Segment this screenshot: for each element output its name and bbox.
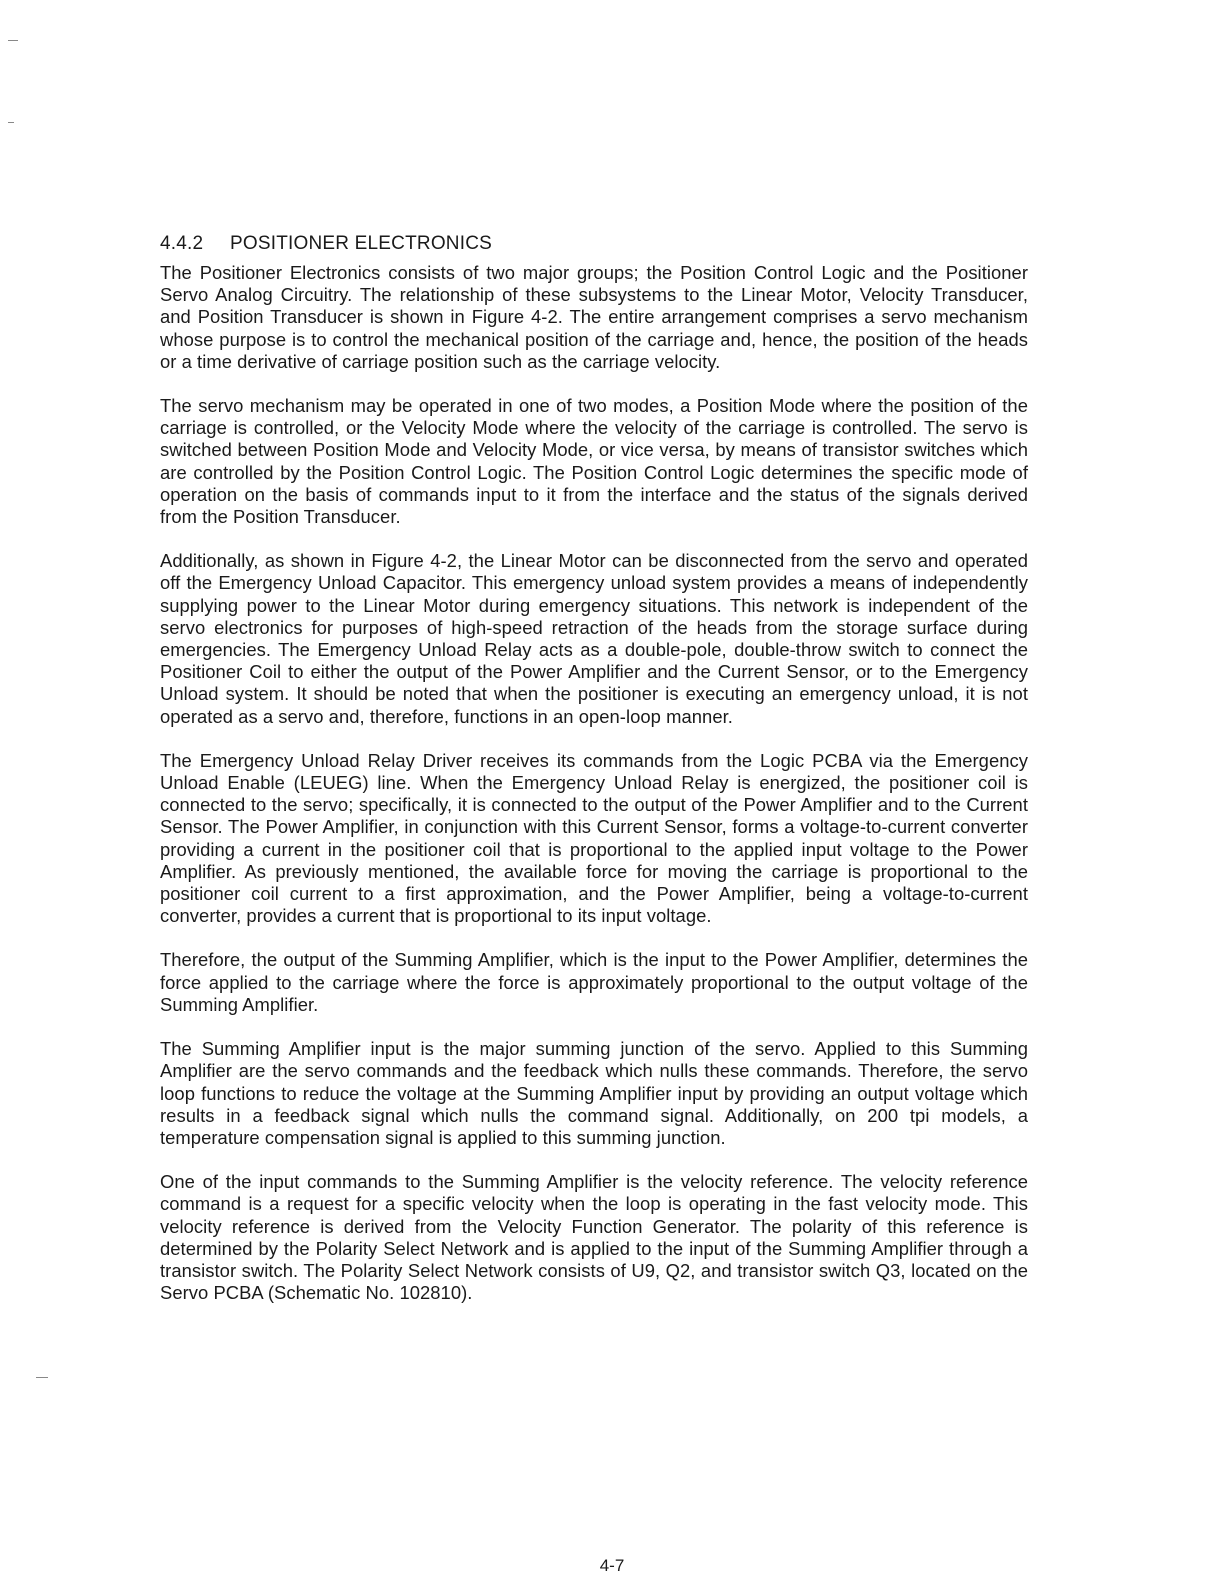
- scan-mark: [36, 1377, 48, 1378]
- paragraph-2: The servo mechanism may be operated in one of two modes, a Position Mode where the position of the carriage is controlled, or the Velocity Mode where the velocity of the carriage is controlled. The servo is switched between Position Mode and Velocity Mode, or vice versa, by means of transistor switches which are controlled by the Position Control Logic. The Position Control Logic determines the specific mode of operation on the basis of commands input to it from the interface and the status of the signals derived from the Position Transducer.: [160, 395, 1028, 528]
- paragraph-6: The Summing Amplifier input is the major summing junction of the servo. Applied to this Summing Amplifier are the servo commands and the feedback which nulls these commands. Therefore, the servo loop functions to reduce the voltage at the Summing Amplifier input by providing an output voltage which results in a feedback signal which nulls the command signal. Additionally, on 200 tpi models, a temperature compensation signal is applied to this summing junction.: [160, 1038, 1028, 1148]
- paragraph-1: The Positioner Electronics consists of two major groups; the Position Control Logic and the Positioner Servo Analog Circuitry. The relationship of these subsystems to the Linear Motor, Velocity Transducer, and Position Transducer is shown in Figure 4-2. The entire arrangement comprises a servo mechanism whose purpose is to control the mechanical position of the carriage and, hence, the position of the heads or a time derivative of carriage position such as the carriage velocity.: [160, 262, 1028, 372]
- section-title: POSITIONER ELECTRONICS: [230, 233, 492, 254]
- section-number: 4.4.2: [160, 233, 204, 254]
- paragraph-3: Additionally, as shown in Figure 4-2, the Linear Motor can be disconnected from the servo and operated off the Emergency Unload Capacitor. This emergency unload system provides a means of independently supplying power to the Linear Motor during emergency situations. This network is independent of the servo electronics for purposes of high-speed retraction of the heads from the storage surface during emergencies. The Emergency Unload Relay acts as a double-pole, double-throw switch to connect the Positioner Coil to either the output of the Power Amplifier and the Current Sensor, or to the Emergency Unload system. It should be noted that when the positioner is executing an emergency unload, it is not operated as a servo and, therefore, functions in an open-loop manner.: [160, 550, 1028, 727]
- paragraph-7: One of the input commands to the Summing Amplifier is the velocity reference. The velocity reference command is a request for a specific velocity when the loop is operating in the fast velocity mode. This velocity reference is derived from the Velocity Function Generator. The polarity of this reference is determined by the Polarity Select Network and is applied to the input of the Summing Amplifier through a transistor switch. The Polarity Select Network consists of U9, Q2, and transistor switch Q3, located on the Servo PCBA (Schematic No. 102810).: [160, 1171, 1028, 1304]
- paragraph-5: Therefore, the output of the Summing Amplifier, which is the input to the Power Amplifier, determines the force applied to the carriage where the force is approximately proportional to the output voltage of the Summing Amplifier.: [160, 949, 1028, 1015]
- page-number: 4-7: [599, 1556, 625, 1575]
- document-body: [160, 232, 1028, 1326]
- paragraph-4: The Emergency Unload Relay Driver receives its commands from the Logic PCBA via the Emergency Unload Enable (LEUEG) line. When the Emergency Unload Relay is energized, the positioner coil is connected to the servo; specifically, it is connected to the output of the Power Amplifier and to the Current Sensor. The Power Amplifier, in conjunction with this Current Sensor, forms a voltage-to-current converter providing a current in the positioner coil that is proportional to the applied input voltage to the Power Amplifier. As previously mentioned, the available force for moving the carriage is proportional to the positioner coil current to a first approximation, and the Power Amplifier, being a voltage-to-current converter, provides a current that is proportional to its input voltage.: [160, 749, 1028, 927]
- section-heading: [160, 232, 1028, 256]
- scan-mark: [8, 40, 18, 41]
- scan-mark: [8, 122, 14, 123]
